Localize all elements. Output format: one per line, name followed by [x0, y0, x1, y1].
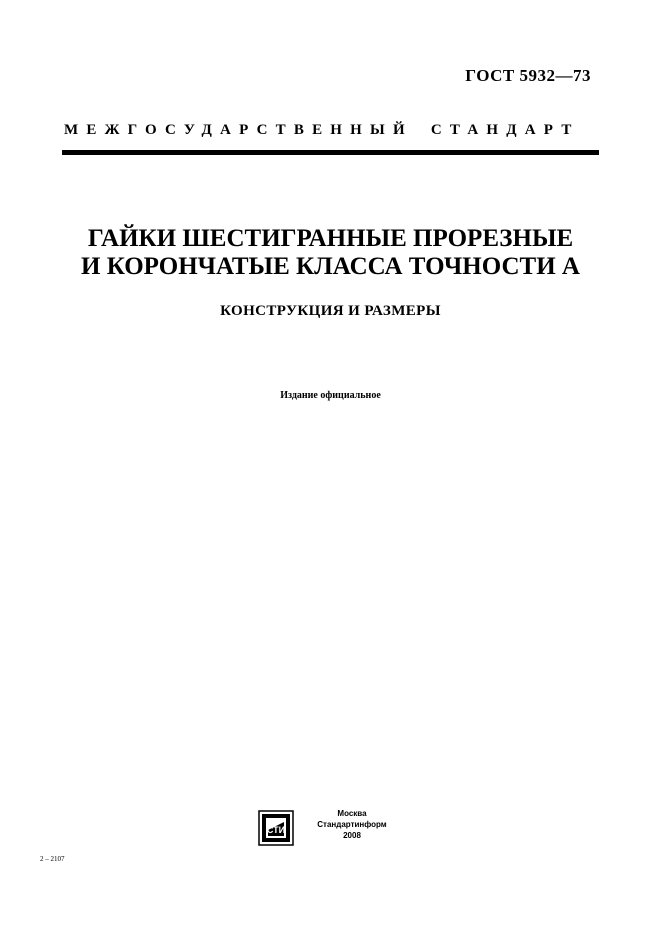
standartinform-logo-icon: [258, 810, 294, 846]
edition-note: Издание официальное: [280, 390, 381, 401]
publisher-city: Москва: [337, 809, 367, 818]
standard-type-left: МЕЖГОСУДАРСТВЕННЫЙ: [64, 122, 413, 138]
header-rule: [62, 150, 599, 155]
document-number: ГОСТ 5932—73: [465, 66, 591, 85]
standard-type-heading: [64, 122, 599, 139]
order-code: 2 – 2107: [40, 855, 65, 863]
standard-type-right: СТАНДАРТ: [430, 122, 580, 138]
title-line-2: И КОРОНЧАТЫЕ КЛАССА ТОЧНОСТИ А: [81, 253, 580, 280]
document-subtitle: КОНСТРУКЦИЯ И РАЗМЕРЫ: [220, 303, 441, 319]
publisher-year: 2008: [343, 831, 361, 840]
publisher-text: [302, 808, 402, 841]
title-line-1: ГАЙКИ ШЕСТИГРАННЫЕ ПРОРЕЗНЫЕ: [87, 225, 574, 252]
document-title: [0, 225, 661, 281]
publisher-block: [258, 808, 408, 848]
publisher-name: Стандартинформ: [317, 820, 387, 829]
logo-text: СТИ: [266, 825, 286, 835]
